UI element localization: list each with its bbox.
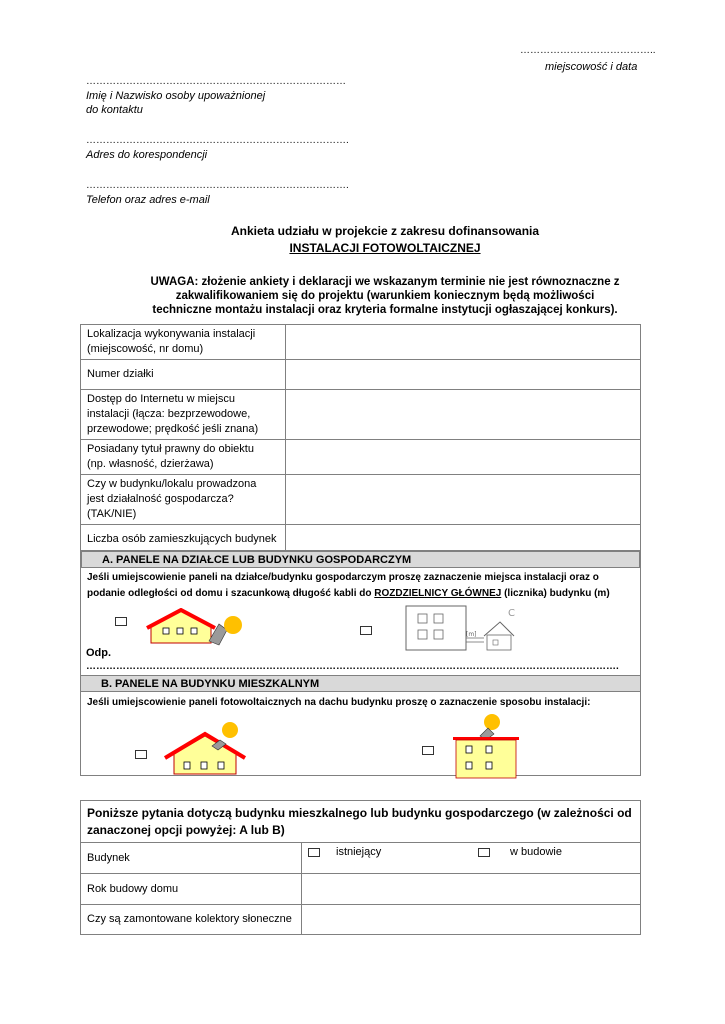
name-label-1: Imię i Nazwisko osoby upoważnionej <box>86 90 266 102</box>
building-table <box>80 800 641 935</box>
warning-block <box>80 275 690 317</box>
building-label: Budynek <box>81 843 302 874</box>
table-row <box>81 325 641 360</box>
existing-checkbox[interactable] <box>308 848 320 857</box>
option-b1-checkbox[interactable] <box>135 750 147 759</box>
corner-label: C <box>508 608 515 619</box>
business-input-cell[interactable] <box>286 475 641 525</box>
location-input-cell[interactable] <box>286 325 641 360</box>
option-b2-checkbox[interactable] <box>422 746 434 755</box>
info-table <box>80 324 641 555</box>
place-date-line: ………………………………….. <box>520 45 656 56</box>
table-label: Liczba osób zamieszkujących budynek <box>81 525 286 555</box>
section-b-heading: B. PANELE NA BUDYNKU MIESZKALNYM <box>80 675 641 692</box>
under-construction-label: w budowie <box>510 846 562 858</box>
page-subtitle: INSTALACJI FOTOWOLTAICZNEJ <box>289 241 481 255</box>
table-label: Lokalizacja wykonywania instalacji (miejscowość, nr domu) <box>81 325 286 360</box>
section-b-text: Jeśli umiejscowienie paneli fotowoltaicznych na dachu budynku proszę o zaznaczenie sposobu instalacji: <box>87 697 591 708</box>
under-construction-checkbox[interactable] <box>478 848 490 857</box>
answer-label: Odp. <box>86 647 112 659</box>
internet-input-cell[interactable] <box>286 390 641 440</box>
table-label: Posiadany tytuł prawny do obiektu (np. własność, dzierżawa) <box>81 440 286 475</box>
place-date-label: miejscowość i data <box>545 61 638 73</box>
legal-title-input-cell[interactable] <box>286 440 641 475</box>
page-title: Ankieta udziału w projekcie z zakresu dofinansowania <box>230 224 540 238</box>
distance-label: [m] <box>466 631 477 638</box>
table-row <box>81 801 641 843</box>
table-row <box>81 360 641 390</box>
distance-to-meter-diagram <box>404 604 524 652</box>
warning-line-1: UWAGA: złożenie ankiety i deklaracji we wskazanym terminie nie jest równoznaczne z <box>150 276 620 288</box>
table-row <box>81 874 641 905</box>
address-label: Adres do korespondencji <box>86 149 208 161</box>
table-label: Czy w budynku/lokalu prowadzona jest działalność gospodarcza? (TAK/NIE) <box>81 475 286 525</box>
section-a-heading: A. PANELE NA DZIAŁCE LUB BUDYNKU GOSPODARCZYM <box>81 551 640 568</box>
warning-line-2: zakwalifikowaniem się do projektu (warunkiem koniecznym będą możliwości <box>175 290 595 302</box>
table-label: Numer działki <box>81 360 286 390</box>
house-ground-panel-diagram <box>145 608 245 648</box>
year-label: Rok budowy domu <box>81 874 302 905</box>
building-options-cell <box>302 843 641 874</box>
plot-number-input-cell[interactable] <box>286 360 641 390</box>
address-line: ……………………………………………………………………. <box>86 135 349 146</box>
collectors-input-cell[interactable] <box>302 905 641 935</box>
option-a2-checkbox[interactable] <box>360 626 372 635</box>
answer-line[interactable]: ……………………………………………………………………………………………………………………………………………. <box>86 661 619 672</box>
phone-label: Telefon oraz adres e-mail <box>86 194 210 206</box>
table-label: Dostęp do Internetu w miejscu instalacji (łącza: bezprzewodowe, przewodowe; prędkość jeśli znana) <box>81 390 286 440</box>
name-label-2: do kontaktu <box>86 104 143 116</box>
section-a-text: Jeśli umiejscowienie paneli na działce/budynku gospodarczym proszę zaznaczenie miejsca instalacji oraz o podanie odległości od domu i szacunkową długość kabli do ROZDZIELNICY GŁÓWNEJ (licznika) budynku (m) <box>87 572 610 599</box>
existing-label: istniejący <box>336 846 382 858</box>
name-line: …………………………………………………………………… <box>86 76 346 87</box>
flat-roof-diagram <box>448 712 528 780</box>
table-row <box>81 440 641 475</box>
table-row <box>81 475 641 525</box>
pitched-roof-diagram <box>162 716 252 776</box>
option-a1-checkbox[interactable] <box>115 617 127 626</box>
collectors-label: Czy są zamontowane kolektory słoneczne <box>81 905 302 935</box>
phone-line: ……………………………………………………………………. <box>86 180 349 191</box>
building-table-header: Poniższe pytania dotyczą budynku mieszkalnego lub budynku gospodarczego (w zależności od zanaczonej opcji powyżej: A lub B) <box>81 801 641 843</box>
table-row <box>81 390 641 440</box>
table-row <box>81 843 641 874</box>
table-row <box>81 905 641 935</box>
year-input-cell[interactable] <box>302 874 641 905</box>
warning-line-3: techniczne montażu instalacji oraz kryteria formalne instytucji ogłaszającej konkurs). <box>152 304 618 316</box>
